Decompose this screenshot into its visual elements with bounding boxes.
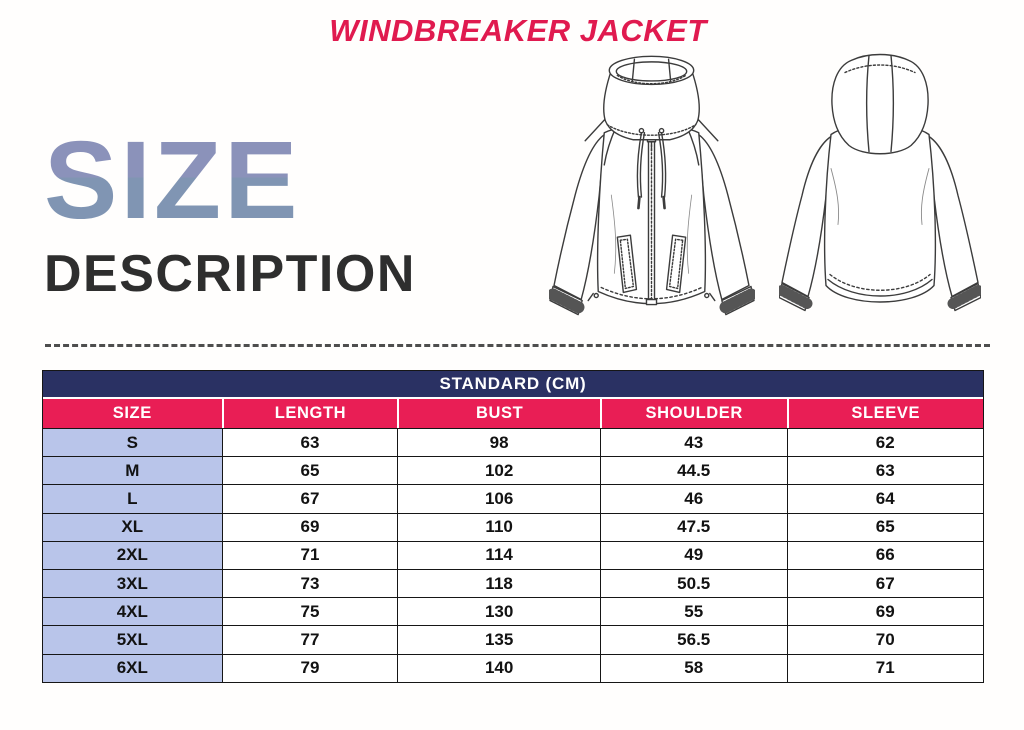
table-column-headers <box>43 399 983 428</box>
length-cell: 79 <box>222 655 398 682</box>
column-header-bust: BUST <box>397 399 600 428</box>
jacket-front-illustration <box>549 44 755 338</box>
heading-description: DESCRIPTION <box>44 244 416 303</box>
size-table <box>42 370 984 683</box>
shoulder-cell: 44.5 <box>600 457 787 484</box>
sleeve-cell: 69 <box>787 598 983 625</box>
column-header-length: LENGTH <box>222 399 398 428</box>
table-row <box>43 513 983 541</box>
size-cell: 5XL <box>43 626 222 653</box>
bust-cell: 110 <box>397 514 600 541</box>
sleeve-cell: 63 <box>787 457 983 484</box>
sleeve-cell: 62 <box>787 429 983 456</box>
length-cell: 65 <box>222 457 398 484</box>
bust-cell: 118 <box>397 570 600 597</box>
table-row <box>43 456 983 484</box>
bust-cell: 98 <box>397 429 600 456</box>
shoulder-cell: 58 <box>600 655 787 682</box>
column-header-shoulder: SHOULDER <box>600 399 787 428</box>
length-cell: 75 <box>222 598 398 625</box>
sleeve-cell: 66 <box>787 542 983 569</box>
length-cell: 73 <box>222 570 398 597</box>
bust-cell: 140 <box>397 655 600 682</box>
shoulder-cell: 43 <box>600 429 787 456</box>
length-cell: 67 <box>222 485 398 512</box>
shoulder-cell: 47.5 <box>600 514 787 541</box>
size-cell: L <box>43 485 222 512</box>
sleeve-cell: 67 <box>787 570 983 597</box>
length-cell: 77 <box>222 626 398 653</box>
bust-cell: 114 <box>397 542 600 569</box>
table-row <box>43 541 983 569</box>
length-cell: 69 <box>222 514 398 541</box>
sleeve-cell: 64 <box>787 485 983 512</box>
bust-cell: 135 <box>397 626 600 653</box>
size-cell: 3XL <box>43 570 222 597</box>
shoulder-cell: 55 <box>600 598 787 625</box>
dashed-divider <box>45 344 990 347</box>
heading-size: SIZE <box>44 138 416 224</box>
shoulder-cell: 56.5 <box>600 626 787 653</box>
shoulder-cell: 46 <box>600 485 787 512</box>
table-row <box>43 597 983 625</box>
size-cell: S <box>43 429 222 456</box>
sleeve-cell: 71 <box>787 655 983 682</box>
bust-cell: 130 <box>397 598 600 625</box>
table-row <box>43 654 983 682</box>
column-header-size: SIZE <box>112 404 152 422</box>
page-title: WINDBREAKER JACKET <box>329 13 707 48</box>
bust-cell: 106 <box>397 485 600 512</box>
bust-cell: 102 <box>397 457 600 484</box>
size-cell: 6XL <box>43 655 222 682</box>
shoulder-cell: 49 <box>600 542 787 569</box>
size-cell: 2XL <box>43 542 222 569</box>
table-title: STANDARD (CM) <box>43 371 983 399</box>
jacket-back-illustration <box>779 50 981 327</box>
sleeve-cell: 65 <box>787 514 983 541</box>
shoulder-cell: 50.5 <box>600 570 787 597</box>
size-cell: XL <box>43 514 222 541</box>
length-cell: 71 <box>222 542 398 569</box>
table-row <box>43 625 983 653</box>
length-cell: 63 <box>222 429 398 456</box>
table-row <box>43 569 983 597</box>
size-cell: 4XL <box>43 598 222 625</box>
sleeve-cell: 70 <box>787 626 983 653</box>
size-cell: M <box>43 457 222 484</box>
column-header-sleeve: SLEEVE <box>787 399 983 428</box>
table-row <box>43 428 983 456</box>
table-row <box>43 484 983 512</box>
heading-block <box>44 119 416 303</box>
